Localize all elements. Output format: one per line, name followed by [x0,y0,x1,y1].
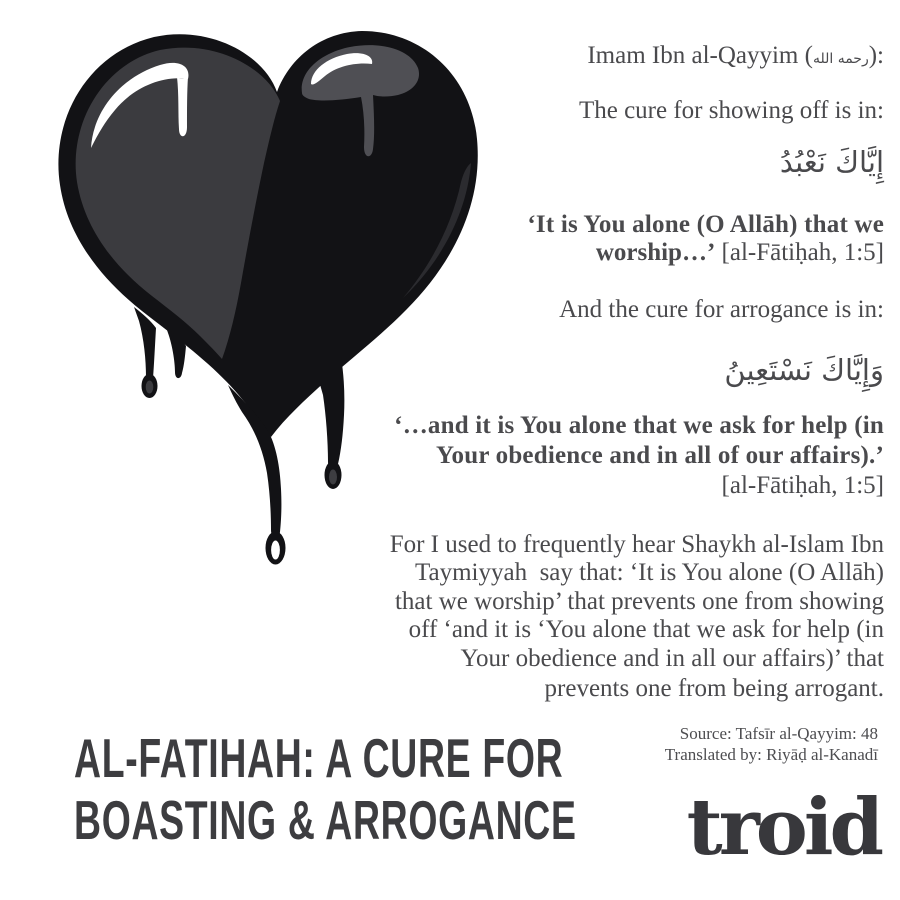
drip-right-droplet-sheen [329,470,337,485]
cure-arrogance-label: And the cure for arrogance is in: [559,296,884,323]
paragraph-line: off ‘and it is ‘You alone that we ask for help (in [408,616,884,643]
troid-logo: troid [686,782,880,873]
paragraph-line: prevents one from being arrogant. [544,675,884,702]
attribution-suffix: ): [868,42,884,69]
drip-left-droplet-sheen [146,381,154,394]
drip-center-teardrop-hole [271,541,280,560]
quote-worship-reference: [al-Fātiḥah, 1:5] [715,239,884,266]
honorific-calligraphy: رحمه الله [812,51,869,67]
paragraph-line: that we worship’ that prevents one from showing [394,588,884,615]
attribution-line [587,42,884,73]
quote-worship-line2 [596,239,884,267]
quote-help-line1: ‘…and it is You alone that we ask for help (in [394,412,884,439]
poster-title [74,727,577,851]
paragraph-line: Your obedience and in all our affairs)’ that [460,645,884,672]
attribution-prefix: Imam Ibn al-Qayyim ( [587,42,813,69]
quote-help-reference: [al-Fātiḥah, 1:5] [721,472,884,499]
paragraph-line: For I used to frequently hear Shaykh al-Islam Ibn [389,531,884,558]
cure-showing-off-label: The cure for showing off is in: [578,97,884,124]
poster-title-line2: BOASTING & ARROGANCE [74,789,577,851]
arabic-verse-help: وَإِيَّاكَ نَسْتَعِينُ [724,353,884,387]
paragraph-line: Taymiyyah say that: ‘It is You alone (O Allāh) [414,559,884,586]
source-line: Source: Tafsīr al-Qayyim: 48 [679,724,878,743]
quote-worship-line2-bold: worship…’ [595,239,716,266]
melting-heart-illustration [30,15,510,585]
quote-help-line2: Your obedience and in all of our affairs).’ [436,442,884,469]
quote-worship-line1: ‘It is You alone (O Allāh) that we [527,211,884,238]
melting-heart-svg [30,15,510,585]
poster-title-line1: AL-FATIHAH: A CURE FOR [74,727,564,789]
arabic-verse-worship: إِيَّاكَ نَعْبُدُ [779,145,884,179]
translator-line: Translated by: Riyāḍ al-Kanadī [664,745,878,764]
